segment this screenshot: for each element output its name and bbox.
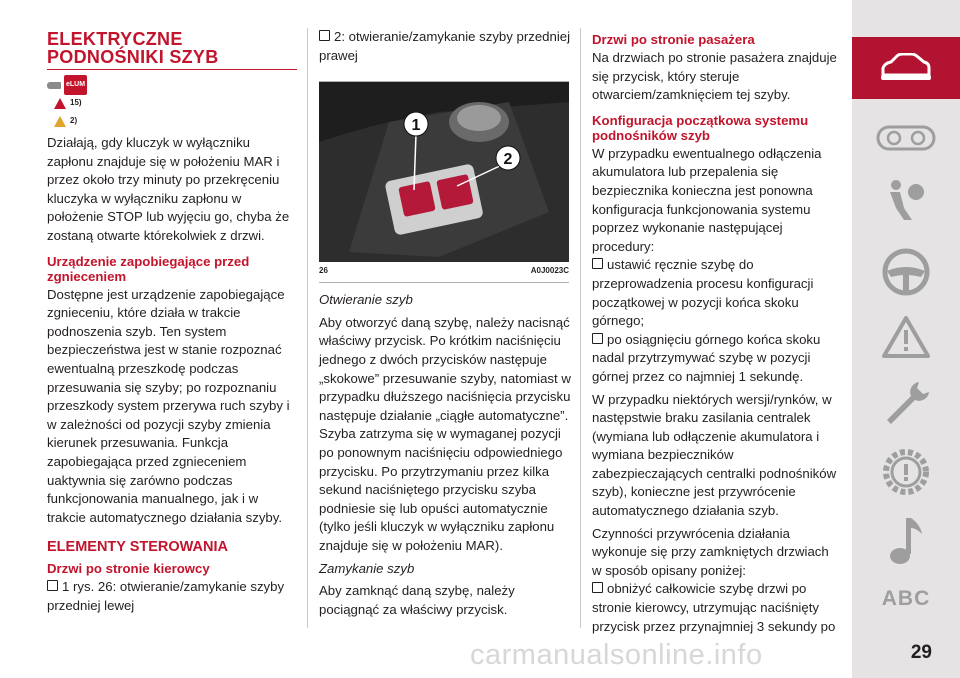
wrench-icon[interactable]	[852, 378, 960, 428]
step-text: obniżyć całkowicie szybę drzwi po stronie kierowcy, utrzymując naciśnięty przycisk przez przynajmniej 3 sekundy po	[592, 581, 836, 634]
warning-ref-1	[47, 94, 297, 112]
car-icon[interactable]	[852, 37, 960, 99]
passenger-door-heading: Drzwi po stronie pasażera	[592, 32, 755, 47]
figure-number: 26	[319, 265, 328, 275]
driver-door-heading: Drzwi po stronie kierowcy	[47, 561, 210, 577]
step-text: ustawić ręcznie szybę do przeprowadzenia procesu konfiguracji początkowej w pozycji końca skoku górnego;	[592, 257, 814, 329]
column-middle	[319, 28, 571, 623]
opening-paragraph: Aby otworzyć daną szybę, należy nacisnąć właściwy przycisk. Po krótkim naciśnięciu jednego z dwóch przycisków następuje „skokowe” przesuwanie szyby, natomiast w przypadku dłuższego naciśnięcia przycisku następuje działanie „ciągłe automatyczne”. Szyba zatrzyma się w wymaganej pozycji po ponownym naciśnięciu odpowiedniego przycisku. Po przytrzymaniu przez kilka sekund naciśniętego przycisku szyba podniesie się lub opuści automatycznie (tylko jeśli kluczyk w wyłączniku zapłonu znajduje się w położeniu MAR).	[319, 314, 571, 553]
watermark: carmanualsonline.info	[470, 639, 763, 671]
music-note-icon[interactable]	[852, 514, 960, 566]
caution-ref-number: 2)	[70, 115, 78, 125]
figure-callout-2: 2	[503, 151, 513, 169]
checkbox-icon	[592, 333, 603, 344]
column-divider	[307, 28, 308, 628]
markets-paragraph: W przypadku niektórych wersji/rynków, w następstwie braku zasilania centralek (wymiana lub odłączenie akumulatora i wymiana bezpieczników zabezpieczających centralki podnośników szyb), konieczne jest przywrócenie automatycznego działania szyb.	[592, 391, 837, 519]
opening-heading: Otwieranie szyb	[319, 292, 413, 308]
restore-paragraph: Czynności przywrócenia działania wykonuje się przy zamkniętych drzwiach w sposób opisany poniżej:	[592, 525, 829, 578]
gear-info-icon[interactable]	[852, 446, 960, 498]
warning-triangle-icon	[54, 98, 66, 109]
abc-index-tab[interactable]: ABC	[881, 587, 931, 610]
column-divider	[580, 28, 581, 628]
passenger-item-text: 2: otwieranie/zamykanie szyby przedniej prawej	[319, 29, 571, 63]
step-item	[592, 580, 838, 636]
antipinch-paragraph: Dostępne jest urządzenie zapobiegające zgnieceniu, które działa w trakcie podnoszenia szyb. Ten system bezpieczeństwa jest w stanie rozpoznać ewentualną przeszkodę podczas przesuwania się szyby; po rozpoznaniu przeszkody system przerywa ruch szyby i w zależności od pozycji szyby zmienia kierunek przesuwania. Funkcja zapobiegająca przed zgnieceniem uaktywnia się zarówno podczas funkcjonowania manualnego, jak i w trakcie automatycznego działania szyby.	[47, 286, 290, 525]
dashboard-icon[interactable]	[852, 120, 960, 156]
elum-tag: eLUM	[64, 75, 87, 96]
driver-item-text: 1 rys. 26: otwieranie/zamykanie szyby przedniej lewej	[47, 579, 285, 613]
checkbox-icon	[592, 258, 603, 269]
figure-callout-1: 1	[411, 117, 421, 135]
controls-heading: ELEMENTY STEROWANIA	[47, 539, 228, 556]
step-text: po osiągnięciu górnego końca skoku nadal przytrzymywać szybę w pozycji górnej przez co najmniej 1 sekundę.	[592, 331, 821, 384]
step-item	[592, 331, 838, 387]
page-number: 29	[910, 642, 932, 663]
column-right	[592, 28, 838, 640]
closing-heading: Zamykanie szyb	[319, 560, 415, 576]
checkbox-icon	[592, 582, 603, 593]
warning-ref-number: 15)	[70, 97, 82, 107]
window-switch-illustration	[319, 82, 569, 262]
chapter-sidebar	[852, 0, 960, 678]
intro-paragraph: Działają, gdy kluczyk w wyłączniku zapłonu znajduje się w położeniu MAR i przez około trzy minuty po przekręceniu kluczyka w wyłączniku zapłonu w położenie STOP lub wyjęciu go, chyba że zostaną otwarte którekolwiek z drzwi.	[47, 135, 290, 243]
safety-icon[interactable]	[852, 178, 960, 222]
warning-icon[interactable]	[852, 314, 960, 360]
init-config-paragraph: W przypadku ewentualnego odłączenia akumulatora lub przepalenia się bezpiecznika konieczna jest ponowna konfiguracja funkcjonowania systemu poprzez wykonanie następującej procedury:	[592, 145, 822, 254]
driver-item	[47, 578, 297, 615]
checkbox-icon	[47, 580, 58, 591]
page-title: ELEKTRYCZNE PODNOŚNIKI SZYB	[47, 30, 297, 70]
pointing-hand-icon	[47, 82, 61, 89]
passenger-paragraph: Na drzwiach po stronie pasażera znajduje się przycisk, który steruje otwarciem/zamknięciem tej szyby.	[592, 50, 837, 103]
figure-26	[319, 81, 569, 283]
steering-wheel-icon[interactable]	[852, 244, 960, 300]
closing-paragraph: Aby zamknąć daną szybę, należy pociągnąć za właściwy przycisk.	[319, 583, 515, 617]
caution-triangle-icon	[54, 116, 66, 127]
figure-code: A0J0023C	[530, 265, 569, 275]
init-config-heading: Konfiguracja początkowa systemu podnośników szyb	[592, 112, 809, 143]
antipinch-heading: Urządzenie zapobiegające przed zgnieceniem	[47, 253, 250, 284]
column-left	[47, 28, 297, 619]
checkbox-icon	[319, 30, 330, 41]
passenger-item	[319, 28, 571, 65]
warning-ref-2	[47, 112, 297, 130]
elum-symbol	[47, 76, 297, 94]
step-item	[592, 256, 838, 330]
